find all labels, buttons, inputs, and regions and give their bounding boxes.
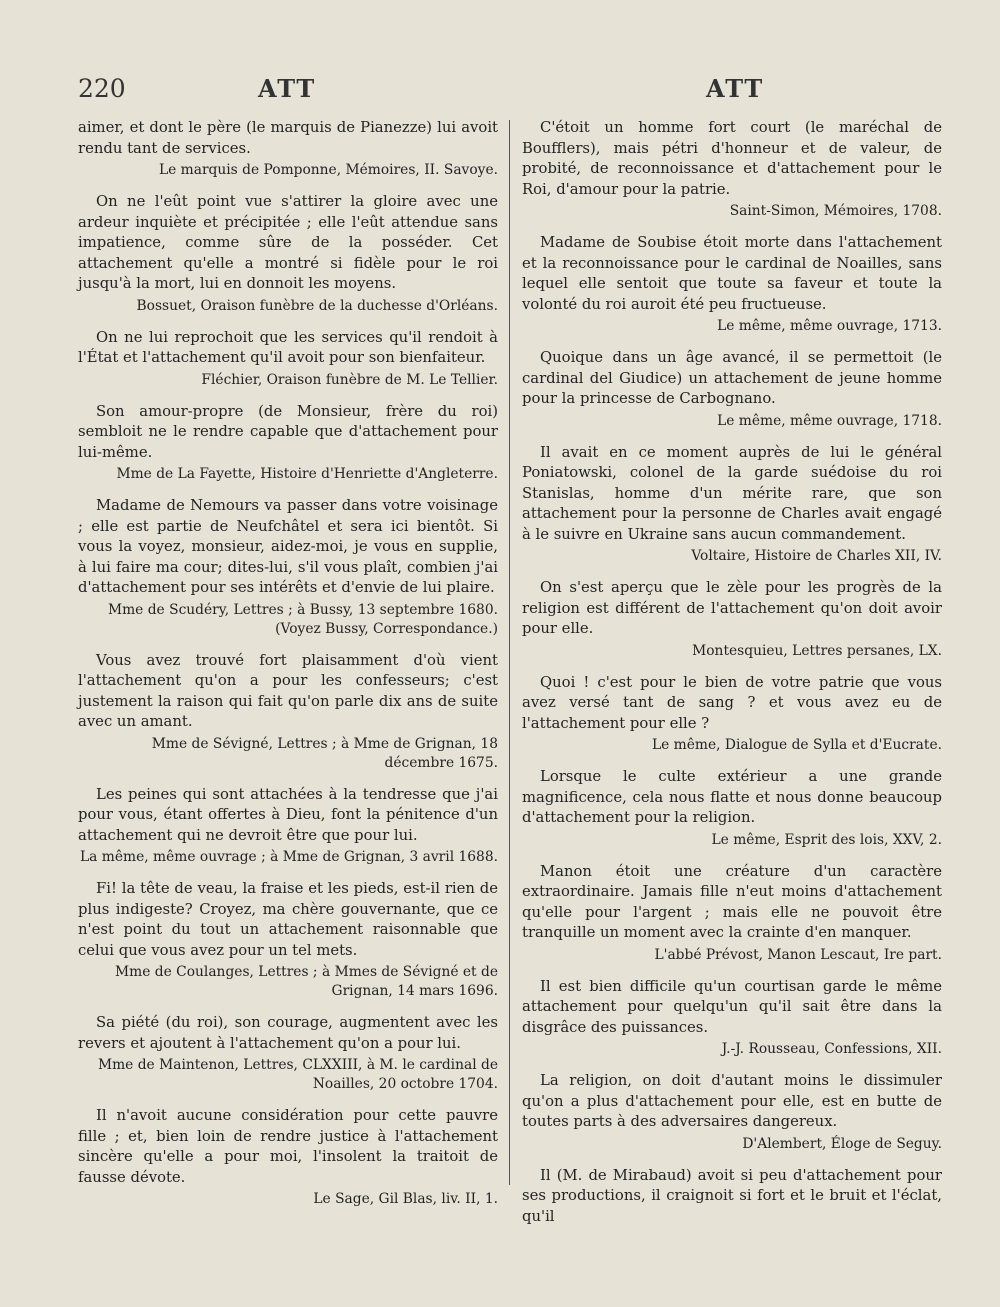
quotation-block: [522, 977, 942, 1060]
quotation-source: Mme de Coulanges, Lettres ; à Mmes de Sévigné et de Grignan, 14 mars 1696.: [115, 964, 498, 999]
quotation-text: Il (M. de Mirabaud) avoit si peu d'attachement pour ses productions, il craignoit si fort et le bruit et l'éclat, qu'il: [522, 1166, 942, 1225]
quotation-source: D'Alembert, Éloge de Seguy.: [742, 1135, 942, 1152]
quotation-source: Mme de La Fayette, Histoire d'Henriette d'Angleterre.: [116, 466, 498, 482]
quotation-block: [78, 1013, 498, 1094]
quotation-block: [78, 879, 498, 1001]
quotation-block: [522, 118, 942, 221]
quotation-block: [78, 1106, 498, 1209]
quotation-block: [522, 443, 942, 567]
quotation-text: Fi! la tête de veau, la fraise et les pieds, est-il rien de plus indigeste? Croyez, ma chère gouvernante, que ce n'est point du tout un attachement raisonnable que celui que vous avez pour un tel mets.: [78, 880, 498, 959]
quotation-text: Il avait en ce moment auprès de lui le général Poniatowski, colonel de la garde suédoise du roi Stanislas, homme d'un mérite rare, que son attachement pour la personne de Charles avait engagé à le suivre en Ukraine sans aucun commandement.: [522, 443, 942, 543]
quotation-text: On s'est aperçu que le zèle pour les progrès de la religion est différent de l'attachement qu'on doit avoir pour elle.: [522, 579, 942, 637]
quotation-text: On ne lui reprochoit que les services qu'il rendoit à l'État et l'attachement qu'il avoit pour son bienfaiteur.: [78, 328, 498, 366]
quotation-text: aimer, et dont le père (le marquis de Pianezze) lui avoit rendu tant de services.: [78, 119, 498, 157]
quotation-block: [78, 496, 498, 639]
quotation-text: On ne l'eût point vue s'attirer la gloire avec une ardeur inquiète et précipitée ; elle l'eût attendue sans impatience, comme sûre de la posséder. Cet attachement qu'elle a montré si fidèle pour le roi jusqu'à la mort, lui en donnoit les moyens.: [78, 193, 498, 292]
quotation-text: Les peines qui sont attachées à la tendresse que j'ai pour vous, étant offertes à Dieu, font la pénitence d'un attachement qui ne devroit être que pour lui.: [78, 785, 498, 844]
quotation-source: Le Sage, Gil Blas, liv. II, 1.: [313, 1191, 498, 1207]
right-column: [522, 118, 942, 1239]
quotation-text: Manon étoit une créature d'un caractère extraordinaire. Jamais fille n'eut moins d'attachement qu'elle pour l'argent ; mais elle ne pouvoit être tranquille un moment avec la crainte d'en manquer.: [522, 862, 942, 941]
quotation-source: Montesquieu, Lettres persanes, LX.: [692, 642, 942, 659]
quotation-block: [78, 328, 498, 390]
quotation-text: Il n'avoit aucune considération pour cette pauvre fille ; et, bien loin de rendre justice à l'attachement sincère qu'elle a pour moi, l'insolent la traitoit de fausse dévote.: [78, 1107, 498, 1186]
quotation-block: [522, 1071, 942, 1154]
quotation-text: Son amour-propre (de Monsieur, frère du roi) sembloit ne le rendre capable que d'attachement pour lui-même.: [78, 402, 498, 461]
quotation-text: La religion, on doit d'autant moins le dissimuler qu'on a plus d'attachement pour elle, est en butte de toutes parts à des adversaires dangereux.: [522, 1072, 942, 1130]
quotation-block: [522, 348, 942, 431]
quotation-source: Bossuet, Oraison funèbre de la duchesse d'Orléans.: [136, 297, 498, 314]
quotation-text: Quoi ! c'est pour le bien de votre patrie que vous avez versé tant de sang ? et vous avez eu de l'attachement pour elle ?: [522, 673, 942, 732]
quotation-text: Il est bien difficile qu'un courtisan garde le même attachement pour quelqu'un qu'il sait être dans la disgrâce des puissances.: [522, 977, 942, 1036]
quotation-text: Madame de Nemours va passer dans votre voisinage ; elle est partie de Neufchâtel et sera ici bientôt. Si vous la voyez, monsieur, aidez-moi, je vous en supplie, à lui faire ma cour; dites-lui, s'il vous plaît, combien j'ai d'attachement pour ses intérêts et d'envie de lui plaire.: [78, 497, 498, 596]
quotation-source: La même, même ouvrage ; à Mme de Grignan, 3 avril 1688.: [79, 849, 498, 865]
quotation-block: [522, 673, 942, 756]
column-divider: [509, 120, 510, 1185]
quotation-source: J.-J. Rousseau, Confessions, XII.: [721, 1041, 942, 1057]
left-column: [78, 118, 498, 1221]
quotation-text: Quoique dans un âge avancé, il se permettoit (le cardinal del Giudice) un attachement de jeune homme pour la princesse de Carbognano.: [522, 349, 942, 407]
quotation-text: Madame de Soubise étoit morte dans l'attachement et la reconnoissance pour le cardinal de Noailles, sans lequel elle sentoit que toute sa faveur et toute la volonté du roi auroit été peu fructueuse.: [522, 234, 942, 313]
page-number: 220: [78, 74, 126, 103]
quotation-block: [78, 402, 498, 485]
quotation-text: Sa piété (du roi), son courage, augmentent avec les revers et ajoutent à l'attachement qu'on a pour lui.: [78, 1014, 498, 1052]
quotation-source: Le même, même ouvrage, 1713.: [717, 318, 942, 334]
quotation-block: [522, 233, 942, 336]
quotation-text: C'étoit un homme fort court (le maréchal de Boufflers), mais pétri d'honneur et de valeur, de probité, de reconnoissance et d'attachement pour le Roi, d'amour pour la patrie.: [522, 119, 942, 198]
quotation-text: Lorsque le culte extérieur a une grande magnificence, cela nous flatte et nous donne beaucoup d'attachement pour la religion.: [522, 768, 942, 826]
quotation-source: L'abbé Prévost, Manon Lescaut, Ire part.: [654, 946, 942, 963]
quotation-source: Le même, Dialogue de Sylla et d'Eucrate.: [651, 737, 942, 753]
quotation-block: [522, 578, 942, 661]
quotation-source: Le même, même ouvrage, 1718.: [717, 412, 942, 429]
quotation-text: Vous avez trouvé fort plaisamment d'où vient l'attachement qu'on a pour les confesseurs; c'est justement la raison qui fait qu'on parle dix ans de suite avec un amant.: [78, 651, 498, 730]
quotation-source: Mme de Scudéry, Lettres ; à Bussy, 13 septembre 1680. (Voyez Bussy, Correspondance.): [107, 601, 498, 637]
quotation-source: Saint-Simon, Mémoires, 1708.: [729, 203, 942, 219]
quotation-block: [78, 785, 498, 868]
quotation-block: [78, 118, 498, 180]
quotation-source: Le marquis de Pomponne, Mémoires, II. Savoye.: [158, 162, 498, 178]
quotation-source: Voltaire, Histoire de Charles XII, IV.: [691, 548, 942, 564]
quotation-source: Mme de Maintenon, Lettres, CLXXIII, à M. le cardinal de Noailles, 20 octobre 1704.: [97, 1057, 498, 1092]
quotation-block: [78, 192, 498, 316]
running-head-left: ATT: [258, 74, 317, 103]
quotation-block: [522, 862, 942, 965]
quotation-source: Mme de Sévigné, Lettres ; à Mme de Grignan, 18 décembre 1675.: [151, 735, 498, 771]
quotation-source: Fléchier, Oraison funèbre de M. Le Tellier.: [201, 371, 498, 388]
quotation-source: Le même, Esprit des lois, XXV, 2.: [711, 831, 942, 848]
quotation-block: [522, 767, 942, 850]
running-head-right: ATT: [706, 74, 765, 103]
quotation-block: [522, 1166, 942, 1228]
quotation-block: [78, 651, 498, 773]
